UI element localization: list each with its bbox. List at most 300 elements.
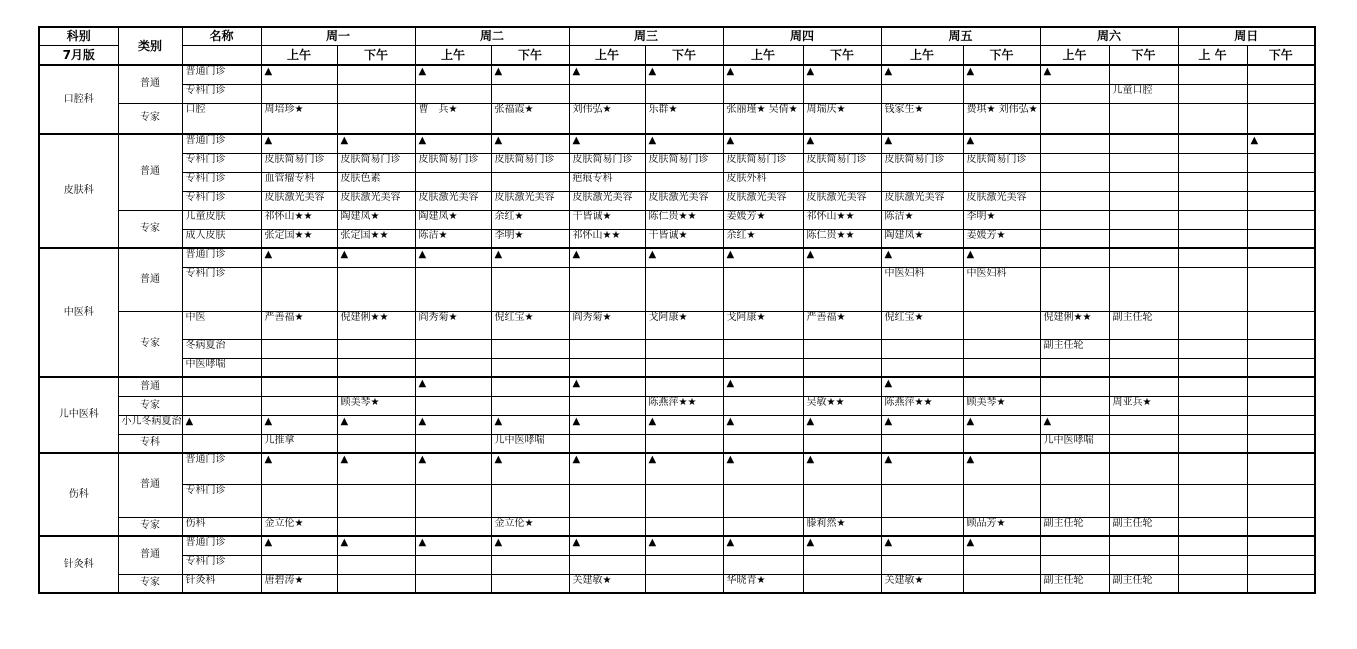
schedule-cell: 姜媛芳★ (963, 229, 1040, 248)
clinic-name-cell: 专科门诊 (182, 555, 261, 574)
schedule-cell: 皮肤激光美容 (881, 191, 963, 210)
schedule-cell (1247, 517, 1315, 536)
schedule-cell: 皮肤激光美容 (963, 191, 1040, 210)
clinic-name-cell (182, 434, 261, 453)
schedule-cell (1247, 574, 1315, 593)
schedule-cell (337, 267, 415, 311)
category-label: 普通 (118, 65, 182, 103)
schedule-cell (569, 517, 645, 536)
schedule-cell: 皮肤激光美容 (569, 191, 645, 210)
half-header: 上午 (569, 45, 645, 65)
schedule-cell: 干皆诚★ (569, 210, 645, 229)
schedule-cell (723, 434, 803, 453)
available-marker-icon: ▲ (491, 453, 569, 484)
schedule-cell (723, 267, 803, 311)
schedule-cell (803, 574, 881, 593)
available-marker-icon: ▲ (803, 415, 881, 434)
schedule-cell: 顾品芳★ (963, 517, 1040, 536)
day-header-tue: 周二 (415, 27, 569, 45)
available-marker-icon: ▲ (723, 536, 803, 555)
schedule-cell: 副主任轮 (1040, 339, 1109, 358)
schedule-row (39, 65, 1315, 84)
schedule-cell (261, 267, 337, 311)
schedule-cell (491, 377, 569, 396)
category-label: 专家 (118, 574, 182, 593)
half-header: 上午 (1040, 45, 1109, 65)
schedule-cell: 周瑞庆★ (803, 103, 881, 134)
schedule-cell (569, 358, 645, 377)
half-header: 上 午 (1178, 45, 1247, 65)
schedule-cell (1178, 453, 1247, 484)
schedule-cell (803, 84, 881, 103)
clinic-name-cell: 口腔 (182, 103, 261, 134)
available-marker-icon: ▲ (415, 415, 491, 434)
schedule-cell (881, 358, 963, 377)
schedule-cell: 干皆诚★ (645, 229, 723, 248)
schedule-cell: 陶建凤★ (337, 210, 415, 229)
available-marker-icon: ▲ (963, 415, 1040, 434)
schedule-cell (1040, 377, 1109, 396)
department-label: 皮肤科 (39, 134, 118, 248)
schedule-cell (1178, 172, 1247, 191)
schedule-cell (645, 517, 723, 536)
schedule-cell (723, 84, 803, 103)
available-marker-icon: ▲ (491, 536, 569, 555)
schedule-cell (415, 267, 491, 311)
schedule-cell (337, 555, 415, 574)
half-header: 上午 (415, 45, 491, 65)
clinic-name-cell: 专科门诊 (182, 84, 261, 103)
department-label: 针灸科 (39, 536, 118, 593)
category-label: 专家 (118, 396, 182, 415)
schedule-row (39, 153, 1315, 172)
schedule-cell: 李明★ (491, 229, 569, 248)
schedule-cell: 陈洁★ (415, 229, 491, 248)
schedule-cell: 皮肤外科 (723, 172, 803, 191)
schedule-cell: 金立伦★ (261, 517, 337, 536)
schedule-cell (1109, 536, 1178, 555)
schedule-cell (261, 484, 337, 517)
name-column-header: 名称 (182, 27, 261, 45)
available-marker-icon: ▲ (723, 248, 803, 267)
schedule-cell: 儿中医哮喘 (491, 434, 569, 453)
schedule-cell (1040, 536, 1109, 555)
schedule-cell: 华晓青★ (723, 574, 803, 593)
schedule-cell (803, 434, 881, 453)
schedule-cell: 倪红宝★ (491, 311, 569, 339)
day-header-sun: 周日 (1178, 27, 1315, 45)
schedule-cell (803, 484, 881, 517)
schedule-cell (645, 267, 723, 311)
schedule-cell (1040, 191, 1109, 210)
category-label: 专家 (118, 210, 182, 248)
schedule-cell (569, 84, 645, 103)
schedule-cell (1109, 555, 1178, 574)
schedule-cell: 儿中医哮喘 (1040, 434, 1109, 453)
schedule-cell (1247, 153, 1315, 172)
schedule-cell: 曹 兵★ (415, 103, 491, 134)
schedule-cell: 副主任轮 (1109, 517, 1178, 536)
schedule-cell (491, 484, 569, 517)
available-marker-icon: ▲ (803, 453, 881, 484)
schedule-cell: 张福霞★ (491, 103, 569, 134)
header-row-days (39, 27, 1315, 45)
schedule-cell (569, 484, 645, 517)
available-marker-icon: ▲ (337, 134, 415, 153)
schedule-cell (1109, 453, 1178, 484)
schedule-cell: 中医妇科 (963, 267, 1040, 311)
schedule-cell (1247, 248, 1315, 267)
schedule-cell: 倪建俐★★ (1040, 311, 1109, 339)
clinic-name-cell: 普通门诊 (182, 248, 261, 267)
available-marker-icon: ▲ (881, 65, 963, 84)
schedule-row (39, 210, 1315, 229)
schedule-cell (1178, 377, 1247, 396)
schedule-cell (491, 574, 569, 593)
schedule-cell: 皮肤简易门诊 (337, 153, 415, 172)
schedule-cell: 皮肤色素 (337, 172, 415, 191)
schedule-cell: 陶建凤★ (415, 210, 491, 229)
schedule-cell: 倪红宝★ (881, 311, 963, 339)
available-marker-icon: ▲ (963, 248, 1040, 267)
schedule-cell (803, 172, 881, 191)
schedule-cell (1247, 65, 1315, 84)
schedule-cell (963, 172, 1040, 191)
department-label: 伤科 (39, 453, 118, 536)
schedule-cell: 张定国★★ (261, 229, 337, 248)
schedule-cell: 严善福★ (261, 311, 337, 339)
schedule-cell (803, 358, 881, 377)
schedule-cell (569, 555, 645, 574)
available-marker-icon: ▲ (803, 248, 881, 267)
schedule-row (39, 311, 1315, 339)
schedule-cell (1247, 536, 1315, 555)
available-marker-icon: ▲ (723, 453, 803, 484)
schedule-cell (1109, 153, 1178, 172)
schedule-cell: 副主任轮 (1040, 574, 1109, 593)
schedule-cell (645, 84, 723, 103)
schedule-cell (1040, 210, 1109, 229)
available-marker-icon: ▲ (645, 415, 723, 434)
schedule-cell (261, 84, 337, 103)
available-marker-icon: ▲ (569, 248, 645, 267)
schedule-cell (723, 484, 803, 517)
schedule-cell: 皮肤激光美容 (491, 191, 569, 210)
schedule-cell (1247, 229, 1315, 248)
schedule-cell: 祁怀山★★ (261, 210, 337, 229)
schedule-cell: 儿推拿 (261, 434, 337, 453)
schedule-cell (1178, 248, 1247, 267)
schedule-cell: 陈燕萍★★ (881, 396, 963, 415)
available-marker-icon: ▲ (491, 134, 569, 153)
schedule-cell: 皮肤简易门诊 (491, 153, 569, 172)
schedule-cell: 唐碧涛★ (261, 574, 337, 593)
schedule-cell (1109, 267, 1178, 311)
schedule-cell (1040, 229, 1109, 248)
schedule-cell: 阎秀菊★ (415, 311, 491, 339)
day-header-fri: 周五 (881, 27, 1040, 45)
schedule-cell (337, 377, 415, 396)
schedule-cell (645, 377, 723, 396)
clinic-name-cell: 成人皮肤 (182, 229, 261, 248)
schedule-cell (569, 339, 645, 358)
schedule-row (39, 555, 1315, 574)
schedule-cell (1109, 172, 1178, 191)
available-marker-icon: ▲ (645, 134, 723, 153)
department-label: 口腔科 (39, 65, 118, 134)
schedule-cell: 周亚兵★ (1109, 396, 1178, 415)
schedule-row (39, 358, 1315, 377)
schedule-row (39, 339, 1315, 358)
schedule-cell (491, 555, 569, 574)
schedule-row (39, 377, 1315, 396)
schedule-cell (1178, 358, 1247, 377)
schedule-row (39, 84, 1315, 103)
schedule-cell (569, 267, 645, 311)
available-marker-icon: ▲ (415, 453, 491, 484)
schedule-cell (1178, 415, 1247, 434)
schedule-cell: 皮肤激光美容 (803, 191, 881, 210)
schedule-cell (491, 396, 569, 415)
schedule-row (39, 103, 1315, 134)
schedule-cell: 金立伦★ (491, 517, 569, 536)
schedule-cell: 疤痕专科 (569, 172, 645, 191)
half-header: 下午 (1109, 45, 1178, 65)
schedule-cell (1178, 210, 1247, 229)
schedule-cell: 皮肤激光美容 (723, 191, 803, 210)
schedule-cell (1109, 103, 1178, 134)
available-marker-icon: ▲ (803, 134, 881, 153)
schedule-cell (1247, 453, 1315, 484)
clinic-name-cell: 普通门诊 (182, 453, 261, 484)
schedule-cell (1040, 358, 1109, 377)
schedule-cell (803, 555, 881, 574)
schedule-cell (1247, 339, 1315, 358)
available-marker-icon: ▲ (569, 415, 645, 434)
category-label: 专科 (118, 434, 182, 453)
clinic-name-cell: 专科门诊 (182, 484, 261, 517)
schedule-cell (337, 103, 415, 134)
schedule-cell: 顾美琴★ (963, 396, 1040, 415)
schedule-cell (1109, 377, 1178, 396)
half-header: 下午 (491, 45, 569, 65)
clinic-name-cell: 小儿冬病夏治 (118, 415, 182, 434)
schedule-cell (337, 84, 415, 103)
schedule-cell (1247, 396, 1315, 415)
schedule-cell (963, 84, 1040, 103)
schedule-cell (963, 311, 1040, 339)
schedule-cell (415, 84, 491, 103)
schedule-cell: 戈阿康★ (645, 311, 723, 339)
edition-label: 7月版 (39, 45, 118, 65)
schedule-cell (1109, 229, 1178, 248)
schedule-cell (963, 555, 1040, 574)
schedule-cell (1040, 103, 1109, 134)
schedule-cell: 儿童口腔 (1109, 84, 1178, 103)
schedule-cell (1178, 311, 1247, 339)
schedule-cell (261, 396, 337, 415)
schedule-row (39, 172, 1315, 191)
type-column-header: 类别 (118, 27, 182, 65)
schedule-cell (645, 172, 723, 191)
schedule-cell (645, 339, 723, 358)
available-marker-icon: ▲ (803, 65, 881, 84)
schedule-cell (803, 377, 881, 396)
schedule-cell: 戈阿康★ (723, 311, 803, 339)
schedule-cell (1109, 248, 1178, 267)
schedule-cell (1109, 358, 1178, 377)
clinic-name-cell: 儿童皮肤 (182, 210, 261, 229)
available-marker-icon: ▲ (1247, 134, 1315, 153)
schedule-cell: 费琪★ 刘伟弘★ (963, 103, 1040, 134)
available-marker-icon: ▲ (415, 65, 491, 84)
schedule-cell (415, 434, 491, 453)
schedule-cell (723, 339, 803, 358)
schedule-cell (1247, 210, 1315, 229)
schedule-cell: 吴敏★★ (803, 396, 881, 415)
schedule-cell: 严善福★ (803, 311, 881, 339)
half-header: 上午 (261, 45, 337, 65)
day-header-mon: 周一 (261, 27, 415, 45)
schedule-cell (1040, 134, 1109, 153)
schedule-cell: 陈燕萍★★ (645, 396, 723, 415)
available-marker-icon: ▲ (963, 65, 1040, 84)
schedule-cell: 皮肤简易门诊 (261, 153, 337, 172)
schedule-row (39, 134, 1315, 153)
schedule-cell (1178, 484, 1247, 517)
clinic-name-cell: 普通门诊 (182, 134, 261, 153)
schedule-cell (881, 339, 963, 358)
schedule-cell (1247, 84, 1315, 103)
schedule-cell (723, 555, 803, 574)
category-label: 专家 (118, 103, 182, 134)
schedule-cell (645, 434, 723, 453)
schedule-cell (881, 555, 963, 574)
schedule-row (39, 453, 1315, 484)
schedule-cell (1109, 434, 1178, 453)
schedule-cell (1247, 377, 1315, 396)
schedule-cell (1040, 172, 1109, 191)
schedule-cell (569, 434, 645, 453)
schedule-cell: 顾美琴★ (337, 396, 415, 415)
schedule-cell: 皮肤简易门诊 (803, 153, 881, 172)
schedule-cell (1178, 396, 1247, 415)
clinic-name-cell: 普通门诊 (182, 536, 261, 555)
schedule-cell: 滕莉然★ (803, 517, 881, 536)
schedule-cell (261, 377, 337, 396)
available-marker-icon: ▲ (723, 377, 803, 396)
schedule-cell: 关建敏★ (569, 574, 645, 593)
schedule-cell (261, 339, 337, 358)
schedule-cell: 皮肤简易门诊 (569, 153, 645, 172)
schedule-cell (963, 377, 1040, 396)
schedule-cell (963, 484, 1040, 517)
half-header: 下午 (963, 45, 1040, 65)
clinic-name-cell: 针灸科 (182, 574, 261, 593)
schedule-cell: 皮肤简易门诊 (881, 153, 963, 172)
schedule-cell (1178, 191, 1247, 210)
schedule-cell: 副主任轮 (1109, 574, 1178, 593)
schedule-cell (1247, 484, 1315, 517)
available-marker-icon: ▲ (261, 415, 337, 434)
schedule-cell: 阎秀菊★ (569, 311, 645, 339)
available-marker-icon: ▲ (569, 453, 645, 484)
schedule-cell (881, 434, 963, 453)
schedule-cell (1178, 339, 1247, 358)
schedule-cell: 陈仁贵★★ (645, 210, 723, 229)
dept-column-header: 科别 (39, 27, 118, 45)
schedule-cell (645, 574, 723, 593)
schedule-cell (337, 517, 415, 536)
schedule-cell (1178, 517, 1247, 536)
available-marker-icon: ▲ (963, 536, 1040, 555)
schedule-cell: 皮肤激光美容 (415, 191, 491, 210)
schedule-cell (645, 555, 723, 574)
schedule-cell (1109, 415, 1178, 434)
schedule-cell (415, 358, 491, 377)
available-marker-icon: ▲ (723, 134, 803, 153)
department-label: 儿中医科 (39, 377, 118, 453)
schedule-cell (963, 358, 1040, 377)
schedule-cell (1178, 536, 1247, 555)
schedule-cell: 陈仁贵★★ (803, 229, 881, 248)
schedule-cell (1109, 191, 1178, 210)
half-header: 下午 (1247, 45, 1315, 65)
schedule-cell: 倪建俐★★ (337, 311, 415, 339)
schedule-row (39, 517, 1315, 536)
clinic-name-cell: 专科门诊 (182, 172, 261, 191)
half-header: 上午 (881, 45, 963, 65)
category-label: 普通 (118, 248, 182, 311)
schedule-cell: 余红★ (723, 229, 803, 248)
available-marker-icon: ▲ (1040, 415, 1109, 434)
schedule-cell (963, 339, 1040, 358)
schedule-cell (261, 555, 337, 574)
schedule-cell (1247, 267, 1315, 311)
schedule-cell: 张丽瑾★ 吴倩★ (723, 103, 803, 134)
available-marker-icon: ▲ (881, 536, 963, 555)
schedule-cell (723, 358, 803, 377)
schedule-cell: 李明★ (963, 210, 1040, 229)
schedule-cell (963, 574, 1040, 593)
schedule-cell: 血管瘤专科 (261, 172, 337, 191)
schedule-cell: 乐群★ (645, 103, 723, 134)
schedule-row (39, 229, 1315, 248)
available-marker-icon: ▲ (337, 415, 415, 434)
clinic-name-cell: 普通门诊 (182, 65, 261, 84)
schedule-cell (491, 339, 569, 358)
schedule-cell: 中医妇科 (881, 267, 963, 311)
schedule-cell: 陈洁★ (881, 210, 963, 229)
schedule-cell (1109, 484, 1178, 517)
schedule-cell: 祁怀山★★ (803, 210, 881, 229)
schedule-cell (491, 172, 569, 191)
schedule-row (39, 415, 1315, 434)
schedule-cell: 刘伟弘★ (569, 103, 645, 134)
schedule-cell (723, 396, 803, 415)
schedule-cell (1040, 453, 1109, 484)
available-marker-icon: ▲ (261, 134, 337, 153)
schedule-cell: 皮肤简易门诊 (415, 153, 491, 172)
half-header: 下午 (803, 45, 881, 65)
schedule-cell (1178, 574, 1247, 593)
schedule-cell (337, 434, 415, 453)
available-marker-icon: ▲ (415, 377, 491, 396)
schedule-cell (1040, 267, 1109, 311)
available-marker-icon: ▲ (261, 65, 337, 84)
clinic-name-cell: 中医哮喘 (182, 358, 261, 377)
available-marker-icon: ▲ (1040, 65, 1109, 84)
